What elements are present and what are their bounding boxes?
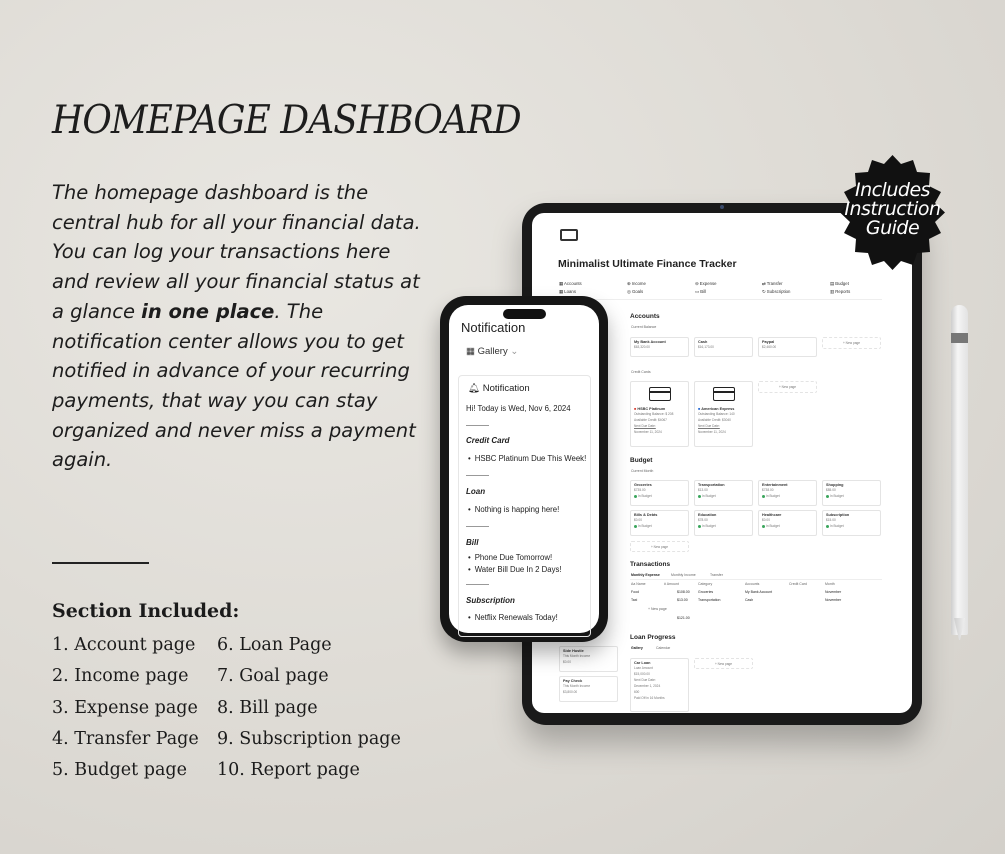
column-header[interactable]: Accounts [745,582,760,586]
nav-transfer[interactable]: ⇄ Transfer [762,281,783,286]
credit-cards-view[interactable]: Credit Cards [631,370,651,374]
dynamic-island [503,309,546,319]
notification-page-title: Notification [461,320,526,335]
tab-gallery[interactable]: Gallery [631,646,643,650]
section-item: 2. Income page [52,666,189,687]
group-title: Subscription [466,596,515,605]
account-card[interactable]: My Bank Account $63,320.00 [630,337,689,357]
table-cell[interactable]: November [825,598,842,602]
description-emphasis: in one place [141,299,275,323]
tab-calendar[interactable]: Calendar [656,646,671,650]
accounts-heading: Accounts [630,313,660,320]
section-item: 4. Transfer Page [52,728,199,749]
table-cell[interactable]: $13.00 [677,598,688,602]
nav-bill[interactable]: ▭ Bill [695,289,706,294]
loan-card[interactable]: Car Loan Loan Amount $15,000.00 Next Due Date: December 1, 2024 600 Paid Off in 16 Months [630,658,689,712]
income-card[interactable]: Pay Check This Month Income $3,800.00 [559,676,618,702]
page-heading: HOMEPAGE DASHBOARD [52,98,521,143]
section-item: 3. Expense page [52,697,198,718]
sections-list-left [52,630,199,786]
new-page-button[interactable]: + New page [648,607,667,611]
account-card[interactable]: Cash $16,173.00 [694,337,753,357]
accounts-view[interactable]: Current Balance [631,325,657,329]
table-cell[interactable]: Taxi [631,598,638,602]
account-card[interactable]: Paypal $2,460.00 [758,337,817,357]
section-item: 1. Account page [52,635,196,655]
bell-icon: 🔔︎ [468,383,481,394]
table-cell[interactable]: Groceries [698,590,714,594]
notification-item: • HSBC Platinum Due This Week! [468,454,586,463]
notification-item: • Phone Due Tomorrow! [468,553,552,562]
new-page-button[interactable]: + New page [694,658,753,669]
section-item: 8. Bill page [217,697,318,718]
group-title: Loan [466,487,486,496]
stylus-pencil [951,305,968,635]
nav-accounts[interactable]: ▦ Accounts [559,281,582,286]
chevron-down-icon: ⌄ [510,346,519,357]
budget-heading: Budget [630,457,653,464]
nav-income[interactable]: ⊕ Income [627,281,646,286]
budget-card[interactable]: Education $78.00 In Budget [694,510,753,536]
budget-card[interactable]: Transportation $13.00 In Budget [694,480,753,506]
credit-card-icon [649,387,671,401]
stylus-band [951,333,968,343]
section-item: 5. Budget page [52,760,187,781]
nav-expense[interactable]: ⊖ Expense [695,281,717,286]
section-item: 6. Loan Page [217,635,332,655]
notification-card-title: 🔔︎ Notification [468,383,530,394]
nav-goals[interactable]: ◎ Goals [627,289,644,294]
rule [466,584,489,585]
nav-loans[interactable]: ▦ Loans [559,289,576,294]
table-cell[interactable]: Cash [745,598,754,602]
table-cell[interactable]: Transportation [698,598,721,602]
budget-card[interactable]: Entertainment $738.00 In Budget [758,480,817,506]
divider [52,562,149,564]
table-cell[interactable]: November [825,590,842,594]
nav-reports[interactable]: ▥ Reports [830,289,851,294]
notification-item: • Nothing is happing here! [468,505,559,514]
sections-list-right [217,630,401,786]
badge-text: Includes Instruction Guide [844,179,941,239]
column-header[interactable]: Month [825,582,835,586]
column-header[interactable]: Aa Name [631,582,646,586]
budget-view[interactable]: Current Month [631,469,654,473]
nav-subscription[interactable]: ↻ Subscription [762,289,791,294]
tabs-divider [630,579,882,580]
rule [466,425,489,426]
column-header[interactable]: # Amount [664,582,679,586]
rule [466,526,489,527]
rule [466,475,489,476]
new-page-button[interactable]: + New page [822,337,881,349]
tab-transfer[interactable]: Transfer [710,573,723,577]
new-page-button[interactable]: + New page [630,541,689,552]
tab-monthly-income[interactable]: Monthly Income [671,573,696,577]
column-header[interactable]: Credit Card [789,582,807,586]
gallery-view-toggle[interactable]: ▦ Gallery ⌄ [466,346,519,357]
column-header[interactable]: Category [698,582,713,586]
table-cell[interactable]: Food [631,590,639,594]
nav-divider [558,299,882,300]
table-cell[interactable]: $108.00 [677,590,690,594]
tab-monthly-expense[interactable]: Monthly Expense [631,573,660,577]
section-item: 10. Report page [217,760,360,781]
sum-value: $121.00 [677,616,690,620]
credit-card-card[interactable]: ■ American Express Outstanding Balance: 140 Available Credit: $3040 Next Due Date: November 11, 2024 [694,381,753,447]
group-title: Bill [466,538,479,547]
income-card[interactable]: Side Hustle This Month Income $0.00 [559,646,618,672]
section-item: 9. Subscription page [217,728,401,749]
transactions-heading: Transactions [630,561,671,568]
notification-item: • Netflix Renewals Today! [468,613,558,622]
grid-icon: ▦ [466,346,475,357]
new-page-button[interactable]: + New page [758,381,817,393]
credit-card-icon [713,387,735,401]
budget-card[interactable]: Healthcare $0.00 In Budget [758,510,817,536]
budget-card[interactable]: Shopping $85.00 In Budget [822,480,881,506]
credit-card-card[interactable]: ■ HSBC Platinum Outstanding Balance: $ 208 Available Credit: $4067 Next Due Date: November 11, 2024 [630,381,689,447]
budget-card[interactable]: Bills & Debts $0.00 In Budget [630,510,689,536]
table-cell[interactable]: My Bank Account [745,590,773,594]
wallet-icon [560,229,578,241]
description: The homepage dashboard is the central hub for all your financial data. You can log your transactions here and review all your financial status at a glance in one place. The notification center allows you to get notified in advance of your recurring payments, that way you can stay organized and never miss a payment again. [52,181,421,472]
budget-card[interactable]: Groceries $735.00 In Budget [630,480,689,506]
group-title: Credit Card [466,436,510,445]
nav-budget[interactable]: ▤ Budget [830,281,849,286]
tracker-title: Minimalist Ultimate Finance Tracker [558,258,737,270]
notification-item: • Water Bill Due In 2 Days! [468,565,562,574]
sections-title: Section Included: [52,600,240,622]
section-item: 7. Goal page [217,666,329,687]
greeting-text: Hi! Today is Wed, Nov 6, 2024 [466,404,571,413]
loan-heading: Loan Progress [630,634,676,641]
budget-card[interactable]: Subscription $15.00 In Budget [822,510,881,536]
tablet-camera [720,205,724,209]
